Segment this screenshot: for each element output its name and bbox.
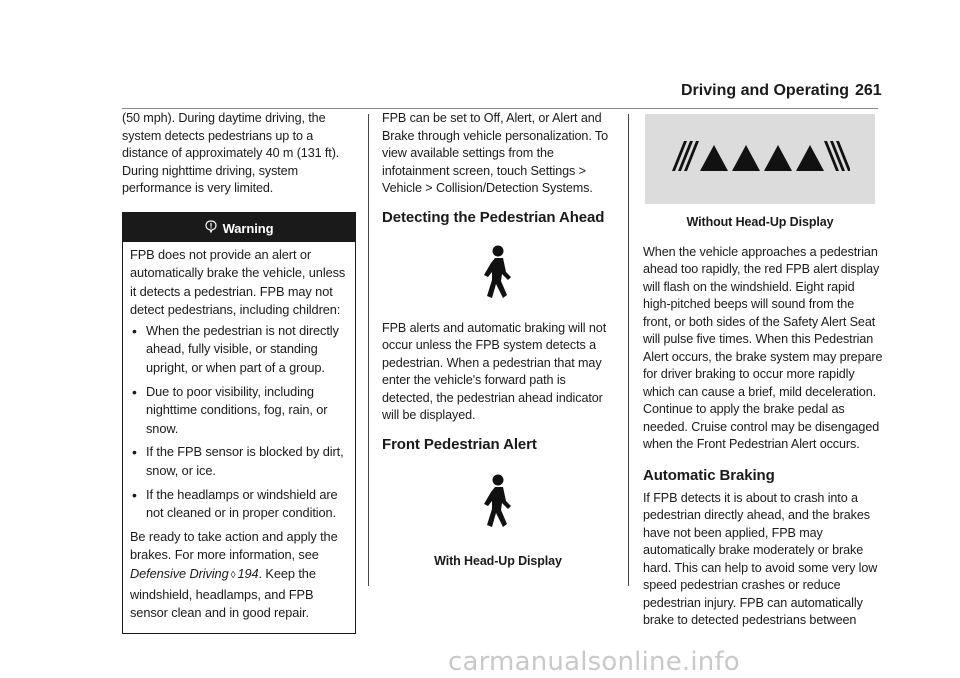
section-title: Driving and Operating: [681, 82, 850, 99]
pedestrian-indicator-figure: [382, 232, 614, 320]
column-2: [382, 110, 614, 570]
hud-alert-figure: [382, 459, 614, 551]
closing-pre: Be ready to take action and apply the brakes. For more information, see: [130, 528, 338, 563]
page-header: [681, 82, 882, 100]
xref-page[interactable]: 194: [237, 566, 259, 581]
page-number: 261: [855, 82, 882, 99]
column-divider-1: [368, 114, 369, 586]
warning-closing: [130, 528, 349, 623]
heading-automatic-braking: Automatic Braking: [643, 466, 775, 484]
closing-post: . Keep the windshield, headlamps, and FPB sensor clean and in good repair.: [130, 566, 316, 621]
settings-paragraph: FPB can be set to Off, Alert, or Alert and Brake through vehicle personalization. To view available settings from the infotainment screen, touch Settings > Vehicle > Collision/Detection Systems.: [382, 111, 608, 195]
pedestrian-icon: [481, 245, 515, 307]
warning-title: Warning: [222, 220, 274, 236]
heading-detecting-pedestrian: Detecting the Pedestrian Ahead: [382, 208, 605, 226]
warning-bullet: • If the headlamps or windshield are not cleaned or in proper condition.: [130, 486, 349, 523]
auto-braking-paragraph: If FPB detects it is about to crash into a pedestrian directly ahead, and the brakes have not been applied, FPB may automatically brake moderately or brake hard. This can help to avoid some very low speed pedestrian crashes or reduce pedestrian injury. FPB can automatically brake to detected pedestrians between: [643, 490, 878, 627]
detect-paragraph: FPB alerts and automatic braking will not occur unless the FPB system detects a pedestrian. When a pedestrian that may enter the vehicle's forward path is detected, the pedestrian ahead indicator will be displayed.: [382, 320, 607, 422]
column-1: [122, 110, 356, 634]
warning-bullet: • If the FPB sensor is blocked by dirt, snow, or ice.: [130, 443, 349, 480]
heading-front-pedestrian-alert: Front Pedestrian Alert: [382, 435, 537, 453]
warning-bullet: • When the pedestrian is not directly ahead, fully visible, or standing upright, or when part of a group.: [130, 322, 349, 378]
watermark: carmanualsonline.info: [448, 647, 740, 677]
warning-lead: FPB does not provide an alert or automatically brake the vehicle, unless it detects a pedestrian. FPB may not detect pedestrians, including children:: [130, 246, 346, 318]
header-rule: [122, 108, 878, 109]
warning-box: [122, 212, 356, 634]
pedestrian-icon: [481, 474, 515, 536]
warning-bubble-icon: [205, 213, 217, 244]
caption-without-hud: Without Head-Up Display: [686, 215, 834, 229]
hud-alert-display: [645, 114, 875, 204]
column-divider-2: [628, 114, 629, 586]
warning-header: [123, 213, 355, 242]
warning-list: [130, 322, 349, 523]
alert-paragraph: When the vehicle approaches a pedestrian ahead too rapidly, the red FPB alert display will flash on the windshield. Eight rapid high-pitched beeps will sound from the front, or both sides of the Safety Alert Seat will pulse five times. When this Pedestrian Alert occurs, the brake system may prepare for driver braking to occur more rapidly which can cause a brief, mild deceleration. Continue to apply the brake pedal as needed. Cruise control may be disengaged when the Front Pedestrian Alert occurs.: [643, 244, 883, 451]
hud-alert-bar-icon: [670, 139, 850, 179]
defensive-driving-link[interactable]: Defensive Driving: [130, 566, 229, 581]
warning-bullet: • Due to poor visibility, including nighttime conditions, fog, rain, or snow.: [130, 383, 349, 439]
caption-with-hud: With Head-Up Display: [434, 553, 562, 568]
column-3: [643, 114, 883, 630]
xref-icon: ◊: [230, 570, 236, 581]
warning-body: [123, 242, 355, 623]
intro-paragraph: (50 mph). During daytime driving, the system detects pedestrians up to a distance of approximately 40 m (131 ft). During nighttime driving, system performance is very limited.: [122, 111, 340, 195]
